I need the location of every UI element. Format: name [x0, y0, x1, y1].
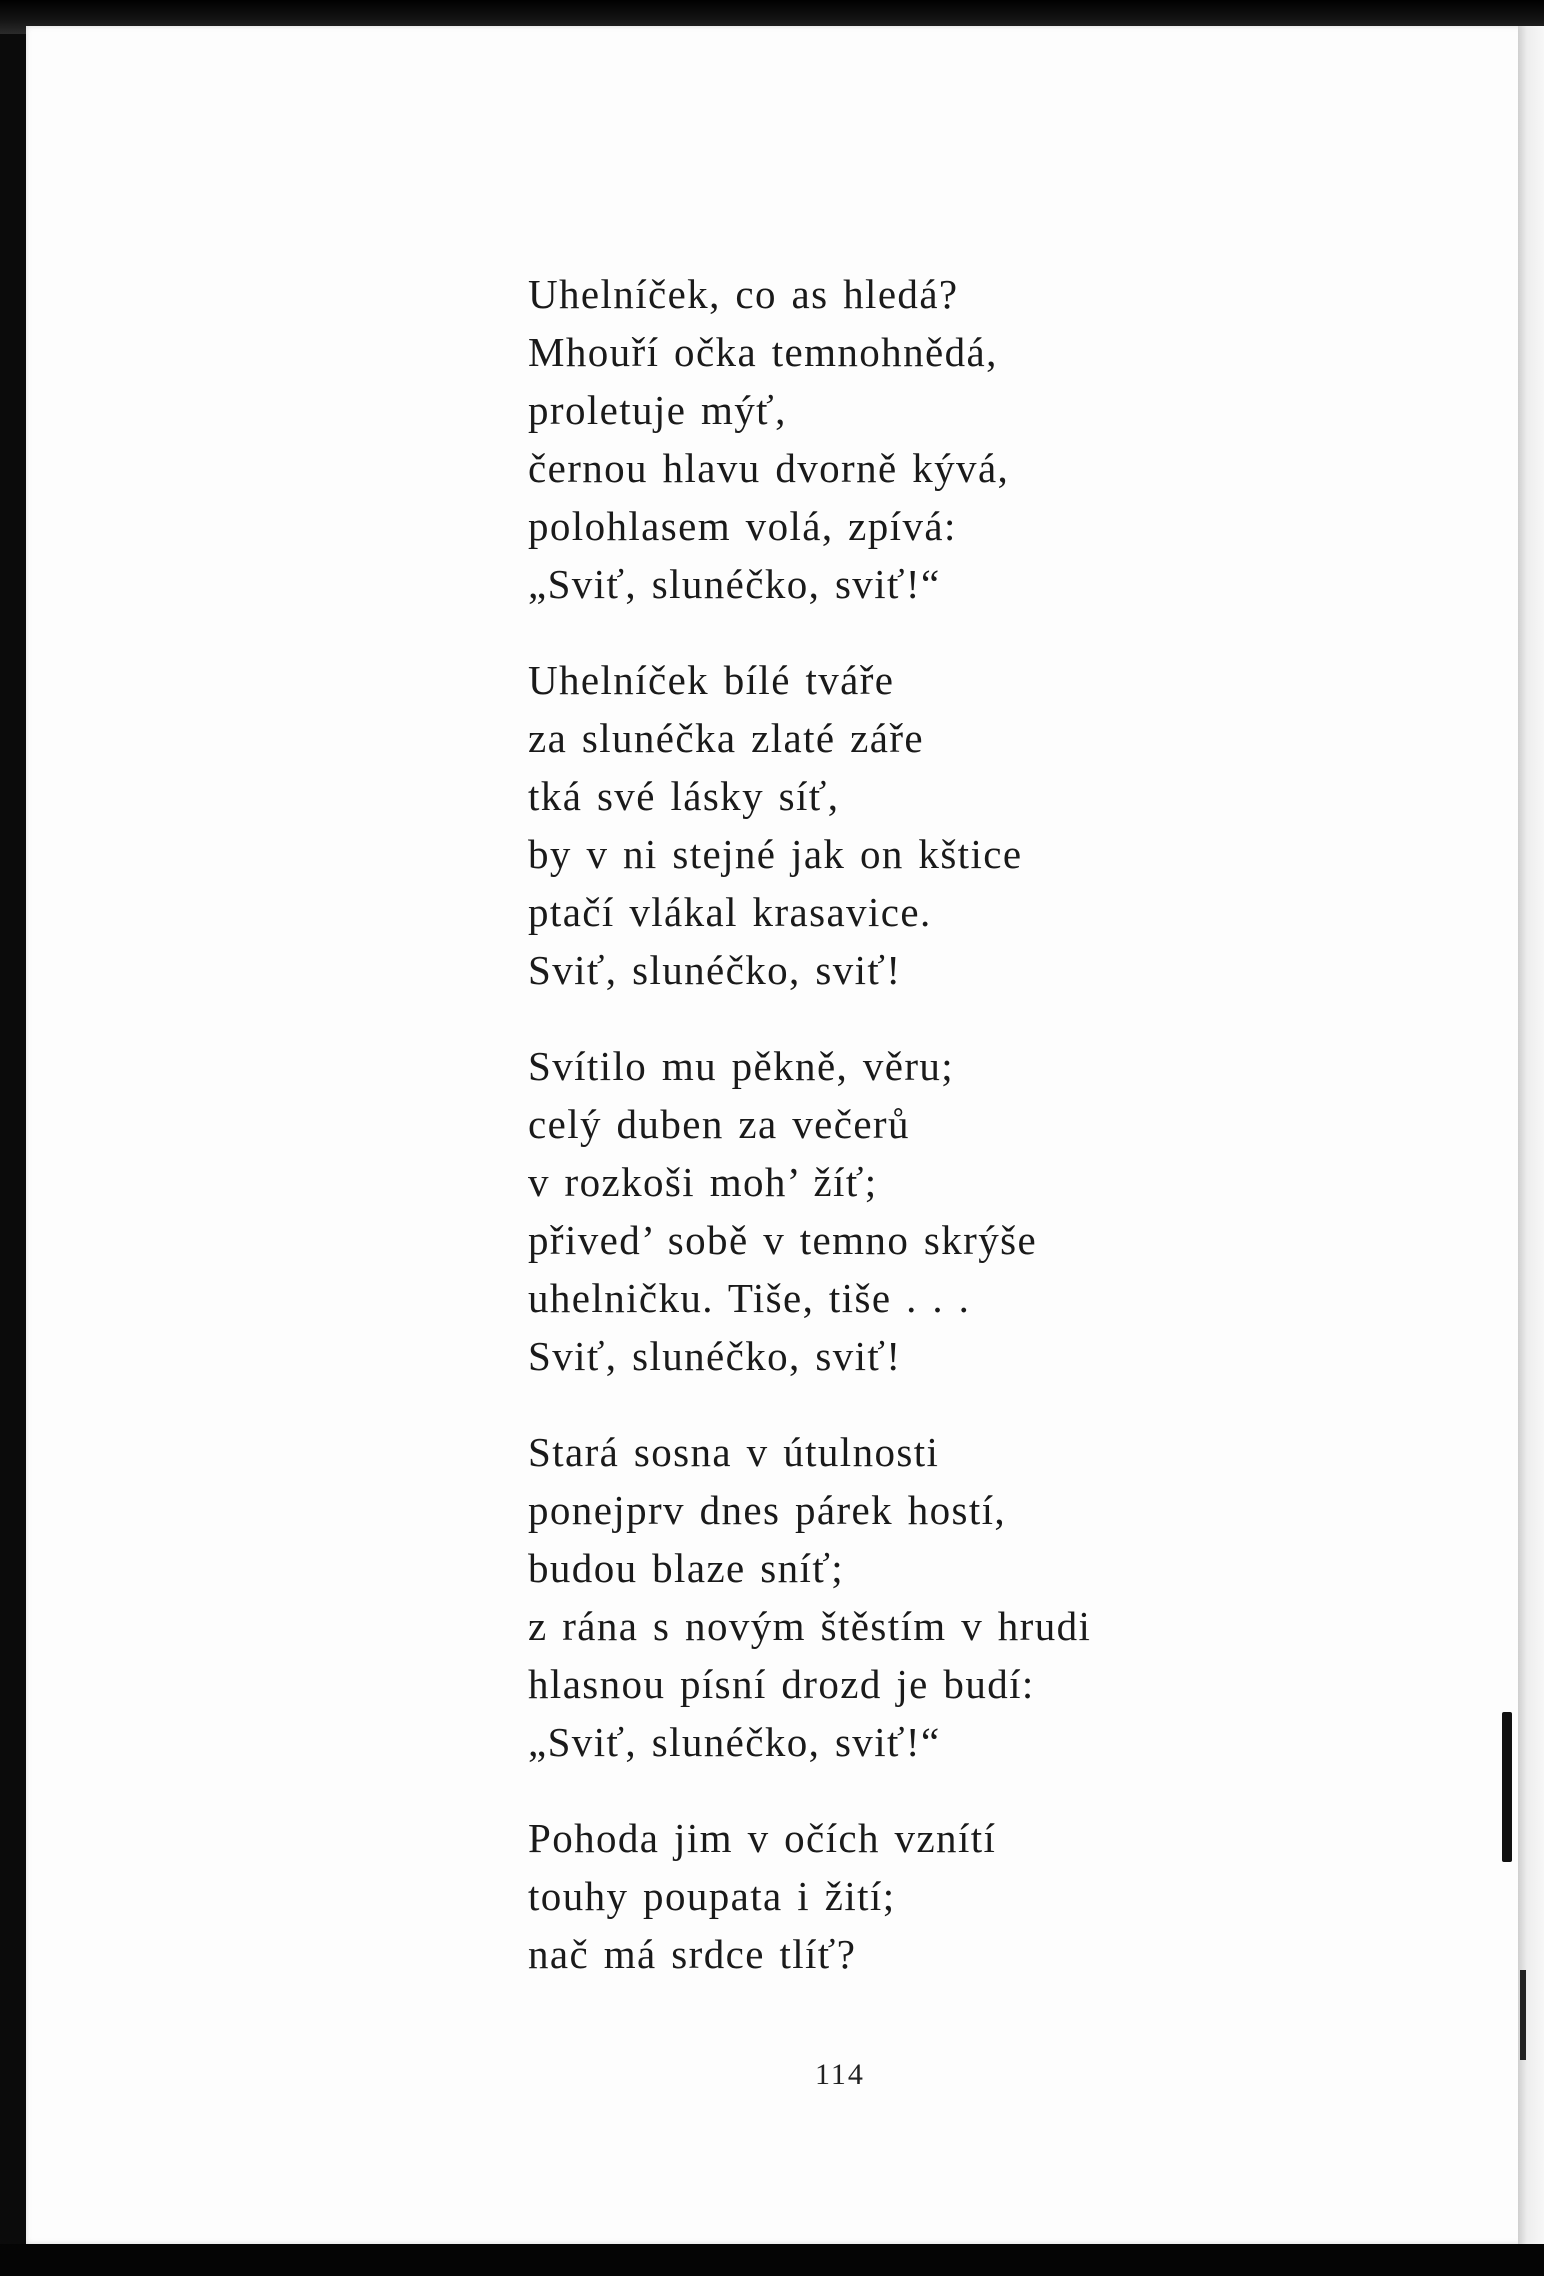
poem-line: Uhelníček bílé tváře — [528, 657, 895, 703]
stanza-1 — [528, 265, 1328, 613]
poem-line: proletuje mýť, — [528, 387, 787, 433]
poem-line: polohlasem volá, zpívá: — [528, 503, 957, 549]
poem-line: celý duben za večerů — [528, 1101, 910, 1147]
stanza-4 — [528, 1423, 1328, 1771]
poem-line: Uhelníček, co as hledá? — [528, 271, 959, 317]
poem-line: Mhouří očka temnohnědá, — [528, 329, 998, 375]
page-right-edge — [1518, 26, 1544, 2244]
poem-line: v rozkoši moh’ žíť; — [528, 1159, 878, 1205]
stanza-2 — [528, 651, 1328, 999]
poem-line: tká své lásky síť, — [528, 773, 840, 819]
poem-line: uhelničku. Tiše, tiše . . . — [528, 1275, 971, 1321]
poem-line: touhy poupata i žití; — [528, 1873, 896, 1919]
stanza-3 — [528, 1037, 1328, 1385]
page-number: 114 — [815, 2058, 865, 2091]
poem-line: by v ni stejné jak on kštice — [528, 831, 1023, 877]
poem-line: „Sviť, slunéčko, sviť!“ — [528, 561, 941, 607]
poem-line: Sviť, slunéčko, sviť! — [528, 1333, 902, 1379]
poem-line: ptačí vlákal krasavice. — [528, 889, 932, 935]
poem-line: přived’ sobě v temno skrýše — [528, 1217, 1038, 1263]
scan-edge-mark-lower — [1520, 1970, 1526, 2060]
poem-line: budou blaze sníť; — [528, 1545, 845, 1591]
poem-line: „Sviť, slunéčko, sviť!“ — [528, 1719, 941, 1765]
scan-bottom-border — [0, 2244, 1544, 2276]
poem-line: Svítilo mu pěkně, věru; — [528, 1043, 955, 1089]
poem — [528, 265, 1328, 1983]
poem-line: nač má srdce tlíť? — [528, 1931, 857, 1977]
poem-line: Stará sosna v útulnosti — [528, 1429, 940, 1475]
poem-line: černou hlavu dvorně kývá, — [528, 445, 1010, 491]
poem-line: Pohoda jim v očích vznítí — [528, 1815, 997, 1861]
poem-line: Sviť, slunéčko, sviť! — [528, 947, 902, 993]
poem-line: hlasnou písní drozd je budí: — [528, 1661, 1035, 1707]
poem-line: z rána s novým štěstím v hrudi — [528, 1603, 1092, 1649]
stanza-5 — [528, 1809, 1328, 1983]
poem-line: za slunéčka zlaté záře — [528, 715, 925, 761]
scan-edge-mark — [1502, 1712, 1512, 1862]
poem-line: ponejprv dnes párek hostí, — [528, 1487, 1007, 1533]
